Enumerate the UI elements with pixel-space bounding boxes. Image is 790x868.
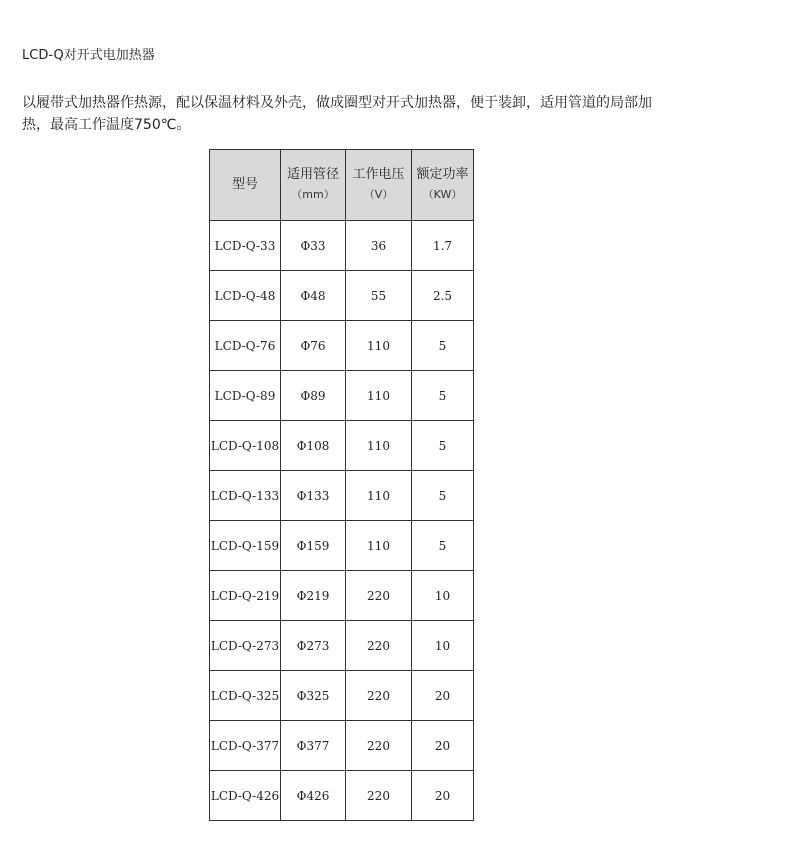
cell-voltage: 110: [346, 421, 412, 471]
cell-voltage: 220: [346, 721, 412, 771]
table-header-row: [210, 150, 474, 221]
cell-pipe-diameter: Φ33: [281, 221, 346, 271]
header-rated-power-unit: （KW）: [422, 188, 463, 201]
cell-rated-power: 5: [412, 321, 474, 371]
cell-voltage: 110: [346, 371, 412, 421]
cell-voltage: 220: [346, 771, 412, 821]
cell-voltage: 220: [346, 621, 412, 671]
table-row: [210, 371, 474, 421]
product-description: [22, 92, 662, 136]
cell-rated-power: 10: [412, 571, 474, 621]
cell-pipe-diameter: Φ219: [281, 571, 346, 621]
cell-model: LCD-Q-33: [210, 221, 281, 271]
header-rated-power-label: 额定功率: [416, 167, 469, 182]
cell-model: LCD-Q-377: [210, 721, 281, 771]
cell-rated-power: 5: [412, 371, 474, 421]
cell-pipe-diameter: Φ133: [281, 471, 346, 521]
cell-model: LCD-Q-159: [210, 521, 281, 571]
cell-model: LCD-Q-426: [210, 771, 281, 821]
cell-pipe-diameter: Φ108: [281, 421, 346, 471]
cell-voltage: 36: [346, 221, 412, 271]
table-row: [210, 421, 474, 471]
table-row: [210, 321, 474, 371]
cell-pipe-diameter: Φ426: [281, 771, 346, 821]
page-title: LCD-Q对开式电加热器: [22, 48, 155, 63]
table-row: [210, 271, 474, 321]
cell-voltage: 220: [346, 571, 412, 621]
table-row: [210, 671, 474, 721]
cell-rated-power: 20: [412, 671, 474, 721]
cell-rated-power: 2.5: [412, 271, 474, 321]
description-line-1: 以履带式加热器作热源，配以保温材料及外壳，做成圈型对开式加热器，便于装卸，适用管道的局部加: [22, 95, 652, 111]
spec-table: [209, 149, 474, 821]
cell-rated-power: 5: [412, 471, 474, 521]
cell-rated-power: 1.7: [412, 221, 474, 271]
header-pipe-diameter-unit: （mm）: [291, 188, 335, 201]
cell-rated-power: 20: [412, 721, 474, 771]
cell-voltage: 220: [346, 671, 412, 721]
cell-model: LCD-Q-133: [210, 471, 281, 521]
header-model: [210, 150, 281, 221]
header-voltage-unit: （V）: [363, 188, 394, 201]
header-rated-power: [412, 150, 474, 221]
cell-model: LCD-Q-76: [210, 321, 281, 371]
table-row: [210, 721, 474, 771]
cell-rated-power: 5: [412, 421, 474, 471]
cell-voltage: 110: [346, 521, 412, 571]
description-line-2: 热，最高工作温度750℃。: [22, 117, 191, 133]
cell-model: LCD-Q-89: [210, 371, 281, 421]
header-voltage: [346, 150, 412, 221]
table-row: [210, 771, 474, 821]
header-pipe-diameter-label: 适用管径: [286, 167, 339, 182]
cell-rated-power: 20: [412, 771, 474, 821]
header-model-label: 型号: [231, 177, 258, 192]
header-voltage-label: 工作电压: [352, 167, 405, 182]
table-row: [210, 621, 474, 671]
cell-voltage: 55: [346, 271, 412, 321]
cell-model: LCD-Q-48: [210, 271, 281, 321]
table-row: [210, 221, 474, 271]
table-row: [210, 521, 474, 571]
cell-voltage: 110: [346, 471, 412, 521]
cell-model: LCD-Q-273: [210, 621, 281, 671]
cell-pipe-diameter: Φ325: [281, 671, 346, 721]
cell-model: LCD-Q-325: [210, 671, 281, 721]
table-row: [210, 571, 474, 621]
cell-pipe-diameter: Φ76: [281, 321, 346, 371]
cell-pipe-diameter: Φ48: [281, 271, 346, 321]
cell-pipe-diameter: Φ159: [281, 521, 346, 571]
cell-rated-power: 5: [412, 521, 474, 571]
cell-model: LCD-Q-108: [210, 421, 281, 471]
cell-voltage: 110: [346, 321, 412, 371]
cell-pipe-diameter: Φ89: [281, 371, 346, 421]
cell-pipe-diameter: Φ273: [281, 621, 346, 671]
table-row: [210, 471, 474, 521]
header-pipe-diameter: [281, 150, 346, 221]
cell-pipe-diameter: Φ377: [281, 721, 346, 771]
cell-rated-power: 10: [412, 621, 474, 671]
cell-model: LCD-Q-219: [210, 571, 281, 621]
